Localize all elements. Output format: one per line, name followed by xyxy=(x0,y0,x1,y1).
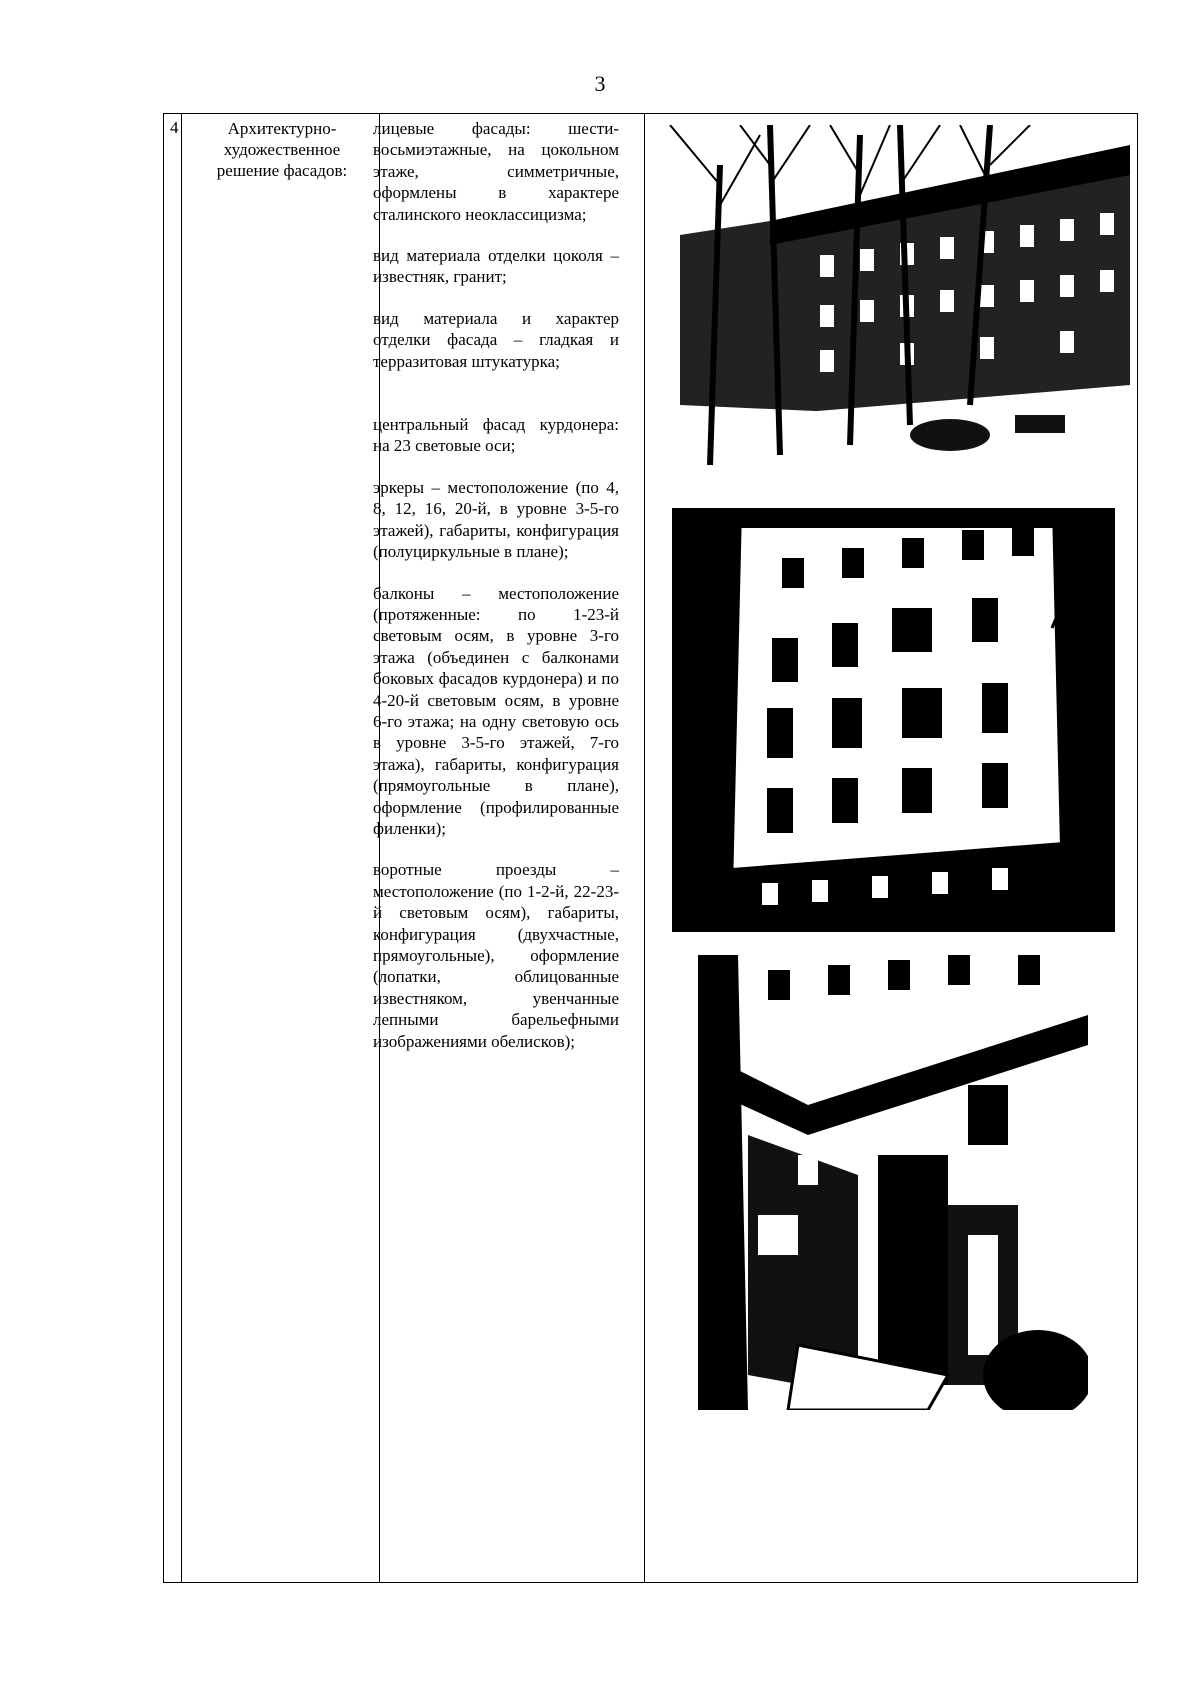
building-facade-photo xyxy=(650,125,1130,473)
courtyard-gate-photo xyxy=(698,955,1088,1410)
page-number: 3 xyxy=(594,71,606,96)
description-paragraph: лицевые фасады: шести-восьмиэтажные, на цокольном этаже, симметричные, оформлены в характере сталинского неоклассицизма; xyxy=(373,119,619,224)
description-paragraph: вид материала и характер отделки фасада – гладкая и терразитовая штукатурка; xyxy=(373,308,619,371)
courtyard-gate-photo-icon xyxy=(698,955,1088,1410)
building-facade-photo-icon xyxy=(672,508,1115,932)
row-number: 4 xyxy=(170,118,179,137)
column-divider xyxy=(181,114,182,1582)
description-paragraph: центральный фасад курдонера: на 23 световые оси; xyxy=(373,415,619,456)
description-paragraph: вид материала отделки цоколя – известняк, гранит; xyxy=(373,246,619,287)
description-paragraph: эркеры – местоположение (по 4, 8, 12, 16, 20-й, в уровне 3-5-го этажей), габариты, конфигурация (полуциркульные в плане); xyxy=(373,477,619,562)
building-facade-photo-icon xyxy=(650,125,1130,473)
row-title: Архитектурно-художественное решение фасадов: xyxy=(216,119,348,180)
description-paragraph: воротные проезды – местоположение (по 1-2-й, 22-23-й световым осям), габариты, конфигурация (двухчастные, прямоугольные), оформление (лопатки, облицованные известняком, увенчанные лепными барельефными изображениями обелисков); xyxy=(373,860,619,1051)
column-divider xyxy=(644,114,645,1582)
description-paragraph: балконы – местоположение (протяженные: по 1-23-й световым осям, в уровне 3-го этажа (объединен с балконами боковых фасадов курдонера) и по 4-20-й световым осям, в уровне 6-го этажа; на одну световую ось в уровне 3-5-го этажей, 7-го этажа), габариты, конфигурация (прямоугольные в плане), оформление (профилированные филенки); xyxy=(373,583,619,838)
row-description xyxy=(373,118,619,1052)
courtyard-facade-photo xyxy=(672,508,1115,932)
